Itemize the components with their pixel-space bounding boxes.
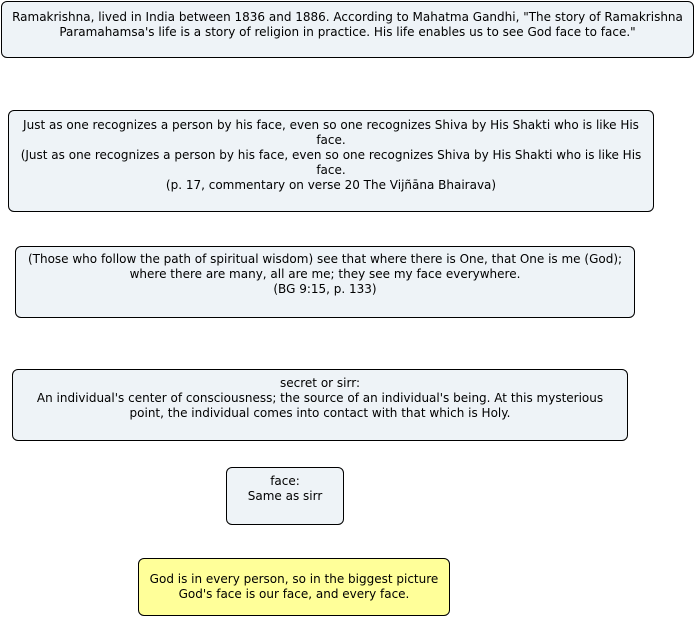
sirr-definition-node[interactable]: secret or sirr: An individual's center of consciousness; the source of an individual's being. At this mysterious point, the individual comes into contact with that which is Holy. <box>12 369 628 441</box>
vijnana-bhairava-quote-node[interactable]: Just as one recognizes a person by his face, even so one recognizes Shiva by His Shakti who is like His face. (Just as one recognizes a person by his face, even so one recognizes Shiva by His Shakti who is like His face. (p. 17, commentary on verse 20 The Vijñāna Bhairava) <box>8 110 654 212</box>
face-definition-node[interactable]: face: Same as sirr <box>226 467 344 525</box>
gandhi-quote-node[interactable]: Ramakrishna, lived in India between 1836 and 1886. According to Mahatma Gandhi, "The story of Ramakrishna Paramahamsa's life is a story of religion in practice. His life enables us to see God face to face." <box>1 1 694 58</box>
conclusion-node[interactable]: God is in every person, so in the biggest picture God's face is our face, and every face. <box>138 558 450 616</box>
bhagavad-gita-quote-node[interactable]: (Those who follow the path of spiritual wisdom) see that where there is One, that One is me (God); where there are many, all are me; they see my face everywhere. (BG 9:15, p. 133) <box>15 246 635 318</box>
